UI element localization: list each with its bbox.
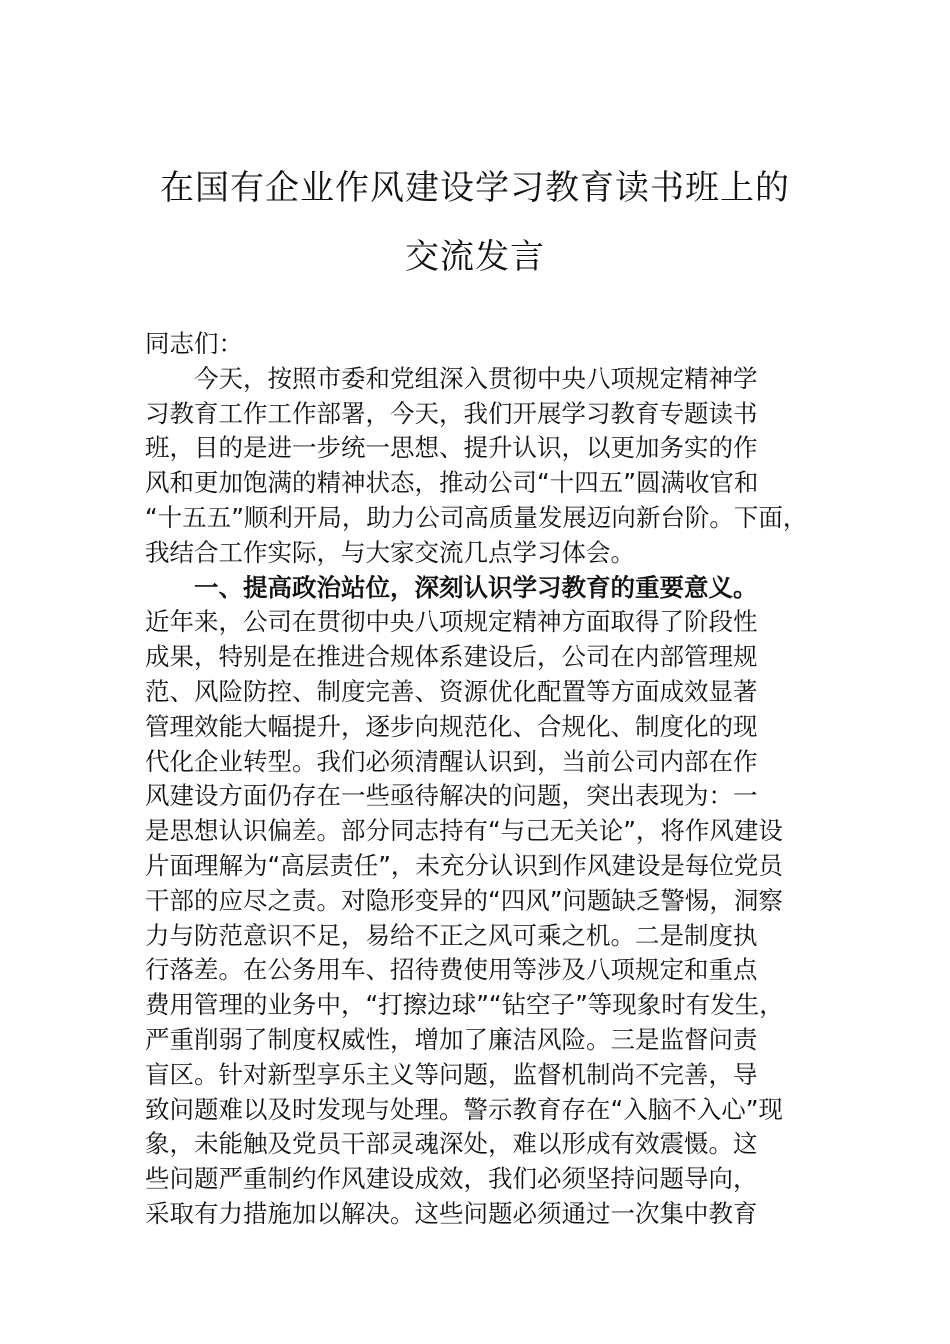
paragraph-line: 象，未能触及党员干部灵魂深处，难以形成有效震慑。这: [145, 1129, 758, 1159]
salutation: 同志们：: [145, 329, 243, 358]
paragraph-line: 力与防范意识不足，易给不正之风可乘之机。二是制度执: [145, 920, 758, 950]
paragraph-line: 管理效能大幅提升，逐步向规范化、合规化、制度化的现: [145, 711, 758, 741]
paragraph-line: 致问题难以及时发现与处理。警示教育存在“入脑不入心”现: [145, 1094, 783, 1124]
paragraph-line: 习教育工作工作部署，今天，我们开展学习教育专题读书: [145, 398, 758, 428]
section-heading: 一、提高政治站位，深刻认识学习教育的重要意义。: [194, 572, 758, 602]
paragraph-line: 班，目的是进一步统一思想、提升认识，以更加务实的作: [145, 433, 758, 463]
paragraph-line: 采取有力措施加以解决。这些问题必须通过一次集中教育: [145, 1198, 758, 1228]
paragraph-line: 近年来，公司在贯彻中央八项规定精神方面取得了阶段性: [145, 607, 758, 637]
paragraph-line: 我结合工作实际，与大家交流几点学习体会。: [145, 537, 635, 567]
paragraph-line: 严重削弱了制度权威性，增加了廉洁风险。三是监督问责: [145, 1024, 758, 1054]
paragraph-line: 行落差。在公务用车、招待费使用等涉及八项规定和重点: [145, 955, 758, 985]
paragraph-line: 盲区。针对新型享乐主义等问题，监督机制尚不完善，导: [145, 1059, 758, 1089]
paragraph-line: 代化企业转型。我们必须清醒认识到，当前公司内部在作: [145, 746, 758, 776]
document-title-line-1: 在国有企业作风建设学习教育读书班上的: [160, 168, 790, 208]
document-title-line-2: 交流发言: [405, 237, 545, 277]
paragraph-line: 风和更加饱满的精神状态，推动公司“十四五”圆满收官和: [145, 468, 759, 498]
paragraph-line: 费用管理的业务中，“打擦边球”“钻空子”等现象时有发生，: [145, 990, 784, 1020]
paragraph-line: 今天，按照市委和党组深入贯彻中央八项规定精神学: [194, 363, 758, 393]
paragraph-line: 片面理解为“高层责任”，未充分认识到作风建设是每位党员: [145, 850, 783, 880]
paragraph-line: 干部的应尽之责。对隐形变异的“四风”问题缺乏警惕，洞察: [145, 885, 783, 915]
paragraph-line: 是思想认识偏差。部分同志持有“与己无关论”，将作风建设: [145, 816, 783, 846]
paragraph-line: 范、风险防控、制度完善、资源优化配置等方面成效显著: [145, 676, 758, 706]
document-body: [145, 327, 815, 1232]
paragraph-line: 些问题严重制约作风建设成效，我们必须坚持问题导向，: [145, 1164, 758, 1194]
paragraph-line: 风建设方面仍存在一些亟待解决的问题，突出表现为：一: [145, 781, 758, 811]
paragraph-line: 成果，特别是在推进合规体系建设后，公司在内部管理规: [145, 642, 758, 672]
paragraph-line: “十五五”顺利开局，助力公司高质量发展迈向新台阶。下面，: [145, 502, 808, 532]
